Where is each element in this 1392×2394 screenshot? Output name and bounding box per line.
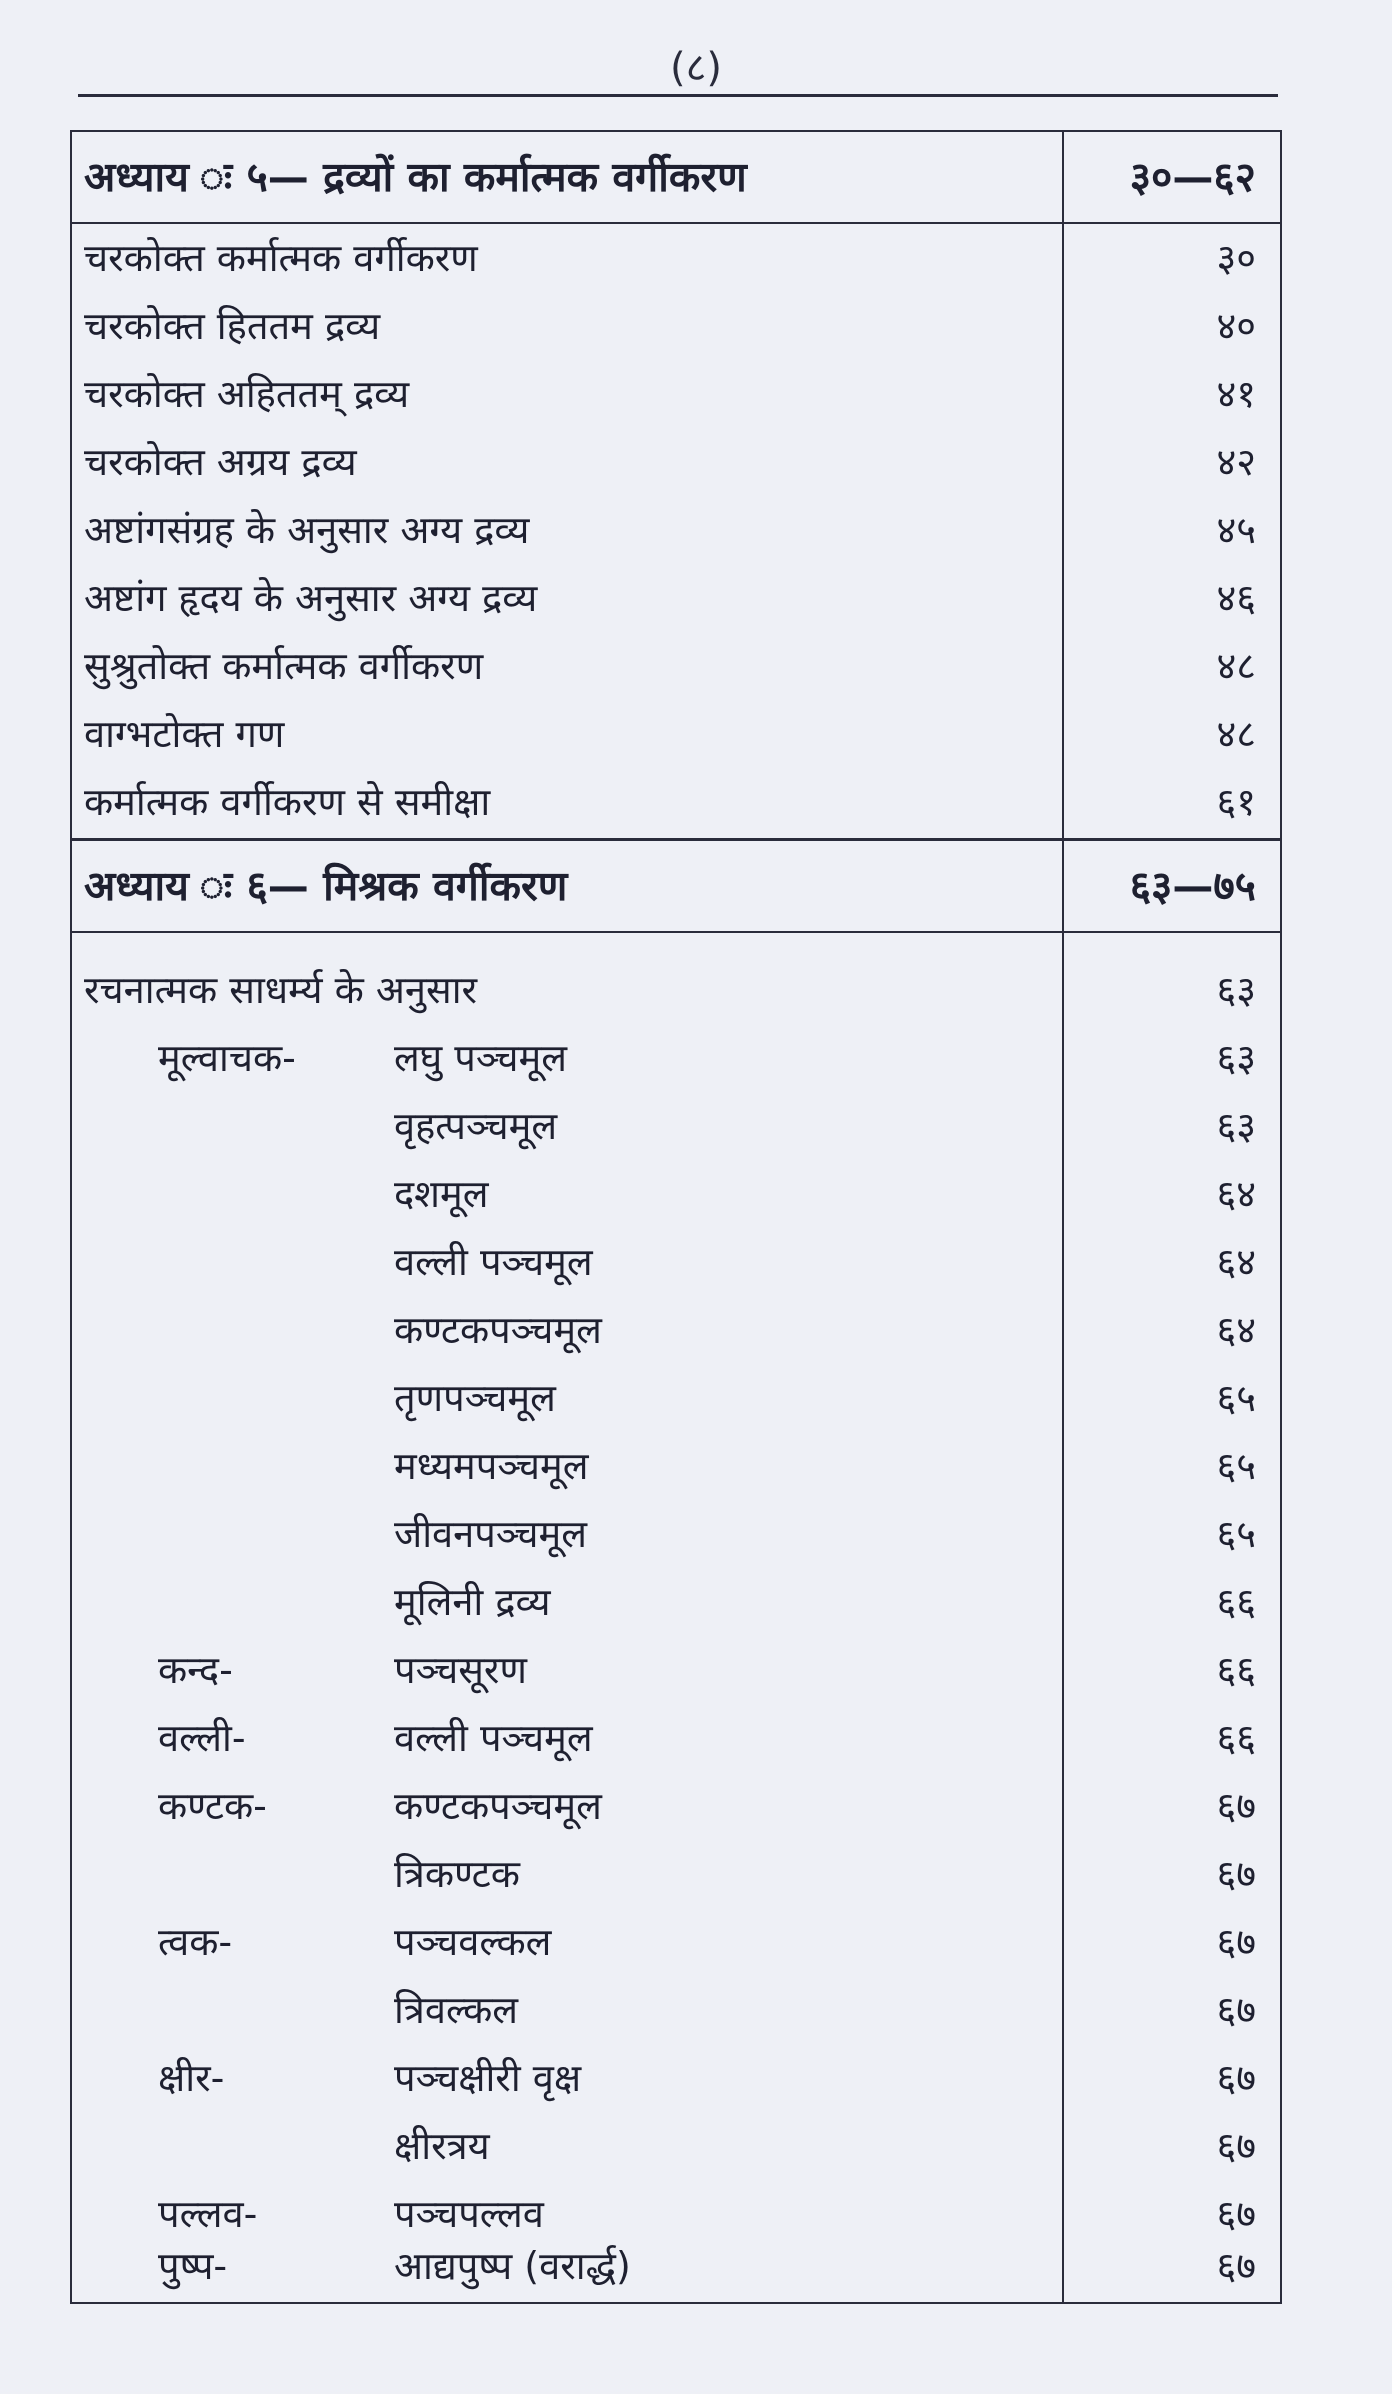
entry-page: ४२ — [1216, 440, 1256, 484]
entry-page: ६५ — [1216, 1444, 1256, 1488]
entry-page: ६६ — [1216, 1648, 1256, 1692]
entry-group: क्षीर- — [158, 2056, 225, 2100]
entry-label: मूलिनी द्रव्य — [394, 1580, 551, 1624]
entry-label: पञ्चपल्लव — [394, 2192, 544, 2236]
entry-label: त्रिकण्टक — [394, 1852, 520, 1896]
top-rule — [78, 94, 1278, 97]
entry-label: रचनात्मक साधर्म्य के अनुसार — [84, 968, 478, 1012]
toc-row — [72, 1976, 1280, 2044]
entry-page: ४८ — [1216, 712, 1256, 756]
entry-label: वल्ली पञ्चमूल — [394, 1240, 593, 1284]
toc-row — [72, 1024, 1280, 1092]
entry-group: त्वक- — [158, 1920, 233, 1964]
entry-page: ६७ — [1216, 2124, 1256, 2168]
entry-group: मूल्वाचक- — [158, 1036, 296, 1080]
entry-label: सुश्रुतोक्त कर्मात्मक वर्गीकरण — [84, 644, 484, 688]
entry-label: लघु पञ्चमूल — [394, 1036, 568, 1080]
entry-page: ४१ — [1216, 372, 1256, 416]
entry-label: त्रिवल्कल — [394, 1988, 519, 2032]
entry-page: ३० — [1216, 236, 1256, 280]
toc-row — [72, 1160, 1280, 1228]
toc-row — [72, 1636, 1280, 1704]
entry-label: मध्यमपञ्चमूल — [394, 1444, 589, 1488]
table-of-contents — [70, 130, 1282, 2304]
entry-page: ६७ — [1216, 1988, 1256, 2032]
toc-row — [72, 1568, 1280, 1636]
entry-label: दशमूल — [394, 1172, 489, 1216]
entry-label: अष्टांगसंग्रह के अनुसार अग्य द्रव्य — [84, 508, 530, 552]
toc-row — [72, 1500, 1280, 1568]
entry-page: ६७ — [1216, 1920, 1256, 1964]
entry-label: वल्ली पञ्चमूल — [394, 1716, 593, 1760]
entry-label: कण्टकपञ्चमूल — [394, 1784, 602, 1828]
entry-label: पञ्चक्षीरी वृक्ष — [394, 2056, 582, 2100]
entry-group: पुष्प- — [158, 2244, 228, 2288]
toc-row — [72, 428, 1280, 496]
toc-row — [72, 2112, 1280, 2180]
entry-label: चरकोक्त अहिततम् द्रव्य — [84, 372, 410, 416]
toc-row — [72, 224, 1280, 292]
toc-row — [72, 700, 1280, 768]
entry-page: ४५ — [1216, 508, 1256, 552]
entry-label: पञ्चवल्कल — [394, 1920, 552, 1964]
entry-page: ६५ — [1216, 1376, 1256, 1420]
entry-label: वृहत्पञ्चमूल — [394, 1104, 558, 1148]
entry-label: तृणपञ्चमूल — [394, 1376, 556, 1420]
chapter-6-heading — [72, 838, 1280, 933]
toc-row — [72, 1092, 1280, 1160]
entry-page: ६४ — [1216, 1240, 1256, 1284]
toc-row — [72, 1432, 1280, 1500]
entry-page: ६७ — [1216, 1852, 1256, 1896]
entry-group: वल्ली- — [158, 1716, 246, 1760]
entry-label: अष्टांग हृदय के अनुसार अग्य द्रव्य — [84, 576, 538, 620]
entry-page: ६७ — [1216, 2244, 1256, 2288]
toc-row — [72, 1704, 1280, 1772]
entry-page: ४८ — [1216, 644, 1256, 688]
toc-row — [72, 1364, 1280, 1432]
chapter-pages: ६३—७५ — [1129, 862, 1256, 910]
toc-row — [72, 292, 1280, 360]
entry-group: पल्लव- — [158, 2192, 258, 2236]
chapter-title: अध्याय ः ५— द्रव्यों का कर्मात्मक वर्गीकरण — [84, 153, 747, 201]
toc-row — [72, 1296, 1280, 1364]
page-number: (८) — [669, 45, 722, 91]
chapter-5-heading — [72, 132, 1280, 224]
entry-page: ६६ — [1216, 1716, 1256, 1760]
entry-page: ४० — [1216, 304, 1256, 348]
entry-page: ६३ — [1216, 1036, 1256, 1080]
entry-label: वाग्भटोक्त गण — [84, 712, 285, 756]
entry-page: ६७ — [1216, 1784, 1256, 1828]
entry-label: कर्मात्मक वर्गीकरण से समीक्षा — [84, 780, 491, 824]
toc-row — [72, 1228, 1280, 1296]
entry-label: चरकोक्त कर्मात्मक वर्गीकरण — [84, 236, 478, 280]
entry-label: चरकोक्त हिततम द्रव्य — [84, 304, 381, 348]
entry-label: कण्टकपञ्चमूल — [394, 1308, 602, 1352]
entry-label: जीवनपञ्चमूल — [394, 1512, 587, 1556]
toc-row — [72, 1908, 1280, 1976]
entry-page: ६३ — [1216, 968, 1256, 1012]
entry-label: क्षीरत्रय — [394, 2124, 490, 2168]
entry-group: कन्द- — [158, 1648, 233, 1692]
entry-page: ६७ — [1216, 2192, 1256, 2236]
entry-page: ६७ — [1216, 2056, 1256, 2100]
entry-page: ४६ — [1216, 576, 1256, 620]
entry-page: ६५ — [1216, 1512, 1256, 1556]
chapter-title: अध्याय ः ६— मिश्रक वर्गीकरण — [84, 862, 568, 910]
toc-row — [72, 360, 1280, 428]
toc-row — [72, 2044, 1280, 2112]
toc-row — [72, 564, 1280, 632]
entry-page: ६४ — [1216, 1172, 1256, 1216]
toc-row — [72, 1840, 1280, 1908]
entry-label: चरकोक्त अग्रय द्रव्य — [84, 440, 357, 484]
entry-label: आद्यपुष्प (वरार्द्ध) — [394, 2244, 631, 2288]
toc-row — [72, 1772, 1280, 1840]
entry-page: ६१ — [1216, 780, 1256, 824]
toc-row — [72, 496, 1280, 564]
toc-row — [72, 956, 1280, 1024]
entry-page: ६६ — [1216, 1580, 1256, 1624]
entry-group: कण्टक- — [158, 1784, 267, 1828]
toc-row — [72, 632, 1280, 700]
entry-page: ६४ — [1216, 1308, 1256, 1352]
toc-row — [72, 768, 1280, 836]
entry-page: ६३ — [1216, 1104, 1256, 1148]
toc-row — [72, 2232, 1280, 2300]
entry-label: पञ्चसूरण — [394, 1648, 527, 1692]
chapter-pages: ३०—६२ — [1129, 153, 1256, 201]
